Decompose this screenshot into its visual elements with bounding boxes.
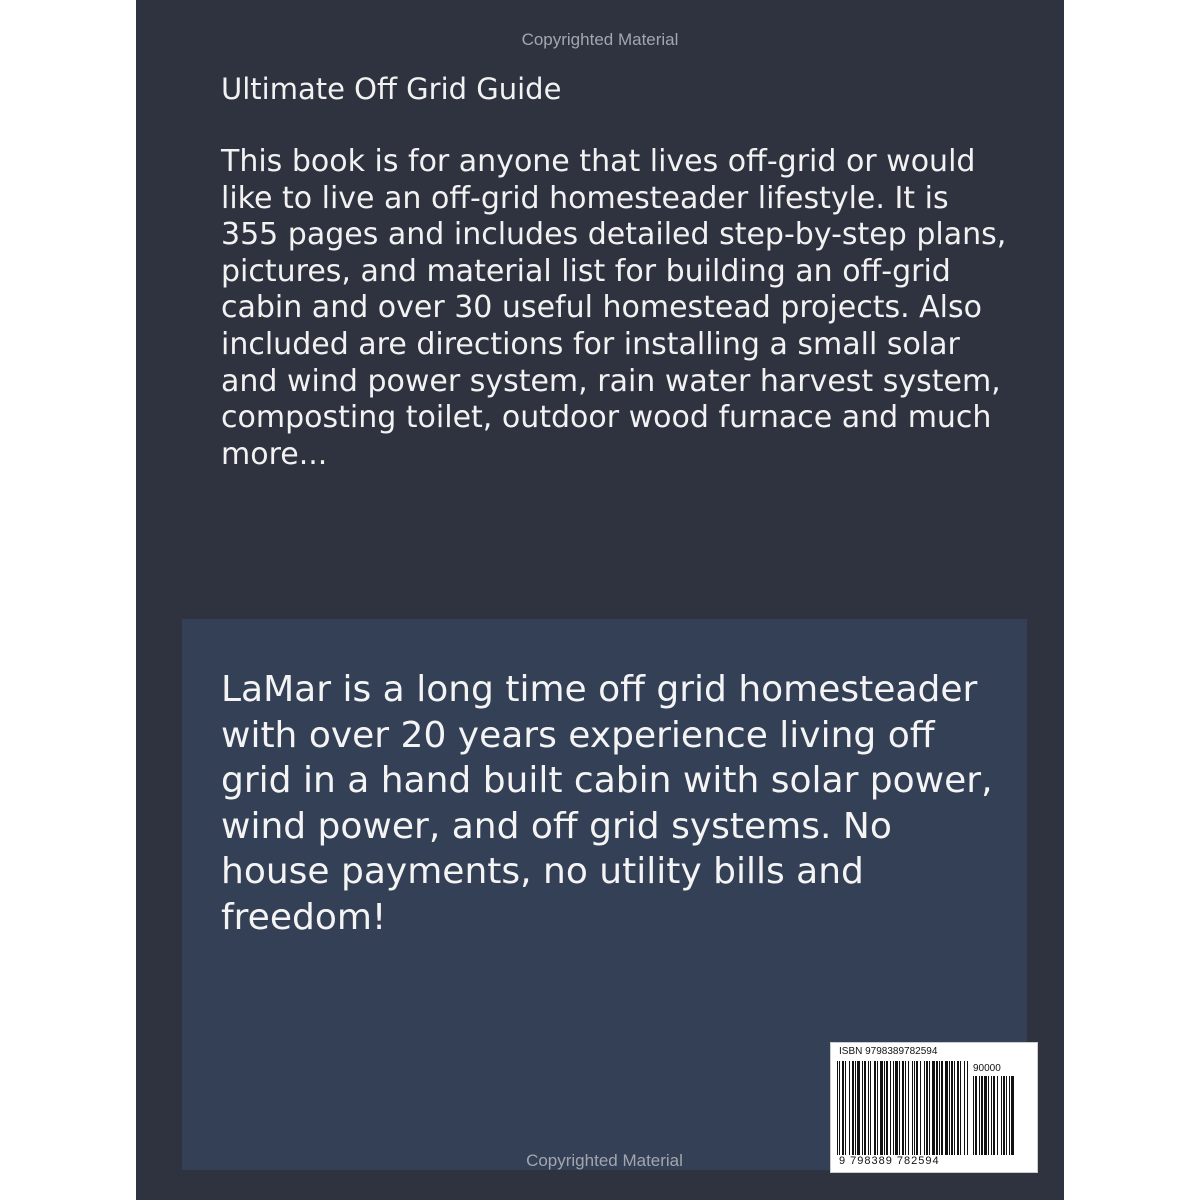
copyright-watermark-bottom: Copyrighted Material <box>526 1151 683 1170</box>
barcode-bars-icon <box>837 1061 969 1155</box>
book-title: Ultimate Off Grid Guide <box>221 72 562 106</box>
book-description: This book is for anyone that lives off-grid or would like to live an off-grid homesteader lifestyle. It is 355 pages and includes detailed step-by-step plans, pictures, and material list for building an off-grid cabin and over 30 useful homestead projects. Also included are directions for installing a small solar and wind power system, rain water harvest system, composting toilet, outdoor wood furnace and much more... <box>221 144 1007 472</box>
author-bio: LaMar is a long time off grid homesteader with over 20 years experience living off grid in a hand built cabin with solar power, wind power, and off grid systems. No house payments, no utility bills and freedom! <box>221 669 993 938</box>
isbn-barcode <box>830 1042 1038 1173</box>
barcode-price-code: 90000 <box>973 1063 1001 1074</box>
book-back-cover <box>136 0 1064 1200</box>
barcode-addon-bars-icon <box>973 1076 1031 1155</box>
barcode-digits: 9 798389 782594 <box>839 1155 940 1167</box>
copyright-watermark-top: Copyrighted Material <box>521 30 679 49</box>
isbn-label: ISBN 9798389782594 <box>839 1046 938 1057</box>
